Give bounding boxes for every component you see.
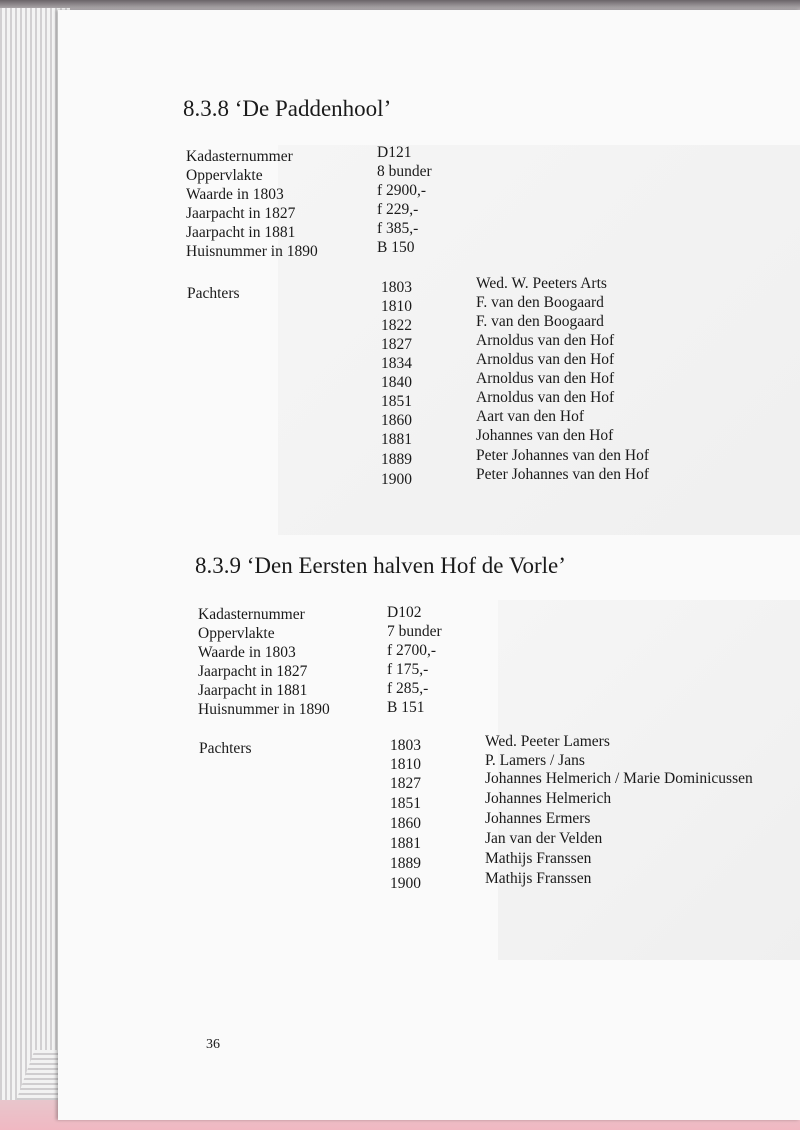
field-label: Jaarpacht in 1827: [198, 663, 308, 680]
tenant-name: P. Lamers / Jans: [485, 752, 585, 769]
section-heading-vorle: 8.3.9 ‘Den Eersten halven Hof de Vorle’: [195, 553, 566, 578]
field-value: D102: [387, 604, 422, 621]
field-label: Waarde in 1803: [198, 644, 296, 661]
field-value: 8 bunder: [377, 163, 432, 180]
tenant-year: 1827: [390, 775, 421, 792]
tenant-name: Wed. W. Peeters Arts: [476, 275, 607, 292]
tenant-year: 1803: [390, 737, 421, 754]
field-label: Jaarpacht in 1881: [198, 682, 308, 699]
tenant-year: 1860: [381, 412, 412, 429]
tenants-label: Pachters: [199, 740, 252, 757]
field-label: Jaarpacht in 1881: [186, 224, 296, 241]
tenant-year: 1840: [381, 374, 412, 391]
tenant-year: 1889: [381, 451, 412, 468]
tenant-year: 1810: [381, 298, 412, 315]
field-value: f 2700,-: [387, 642, 437, 659]
tenant-year: 1881: [381, 431, 412, 448]
field-label: Kadasternummer: [198, 606, 305, 623]
field-value: f 2900,-: [377, 182, 427, 199]
tenants-label: Pachters: [187, 285, 240, 302]
field-label: Jaarpacht in 1827: [186, 205, 296, 222]
field-value: f 385,-: [377, 220, 419, 237]
field-label: Waarde in 1803: [186, 186, 284, 203]
tenant-name: Johannes van den Hof: [476, 427, 614, 444]
field-value: 7 bunder: [387, 623, 442, 640]
tenant-name: Jan van der Velden: [485, 830, 603, 847]
field-value: f 285,-: [387, 680, 429, 697]
tenant-name: Johannes Ermers: [485, 810, 591, 827]
tenant-name: Aart van den Hof: [476, 408, 585, 425]
tenant-year: 1889: [390, 855, 421, 872]
field-label: Oppervlakte: [186, 167, 263, 184]
field-value: f 229,-: [377, 201, 419, 218]
tenant-year: 1851: [381, 393, 412, 410]
tenant-name: Peter Johannes van den Hof: [476, 466, 650, 483]
tenant-name: Johannes Helmerich / Marie Dominicussen: [485, 770, 753, 787]
section-heading-paddenhool: 8.3.8 ‘De Paddenhool’: [183, 96, 392, 121]
field-label: Oppervlakte: [198, 625, 275, 642]
field-value: D121: [377, 144, 412, 161]
tenant-name: Peter Johannes van den Hof: [476, 447, 650, 464]
tenant-name: Mathijs Franssen: [485, 850, 592, 867]
field-label: Huisnummer in 1890: [186, 243, 318, 260]
tenant-year: 1803: [381, 279, 412, 296]
tenant-year: 1860: [390, 815, 421, 832]
tenant-name: Johannes Helmerich: [485, 790, 612, 807]
field-value: f 175,-: [387, 661, 429, 678]
tenant-year: 1881: [390, 835, 421, 852]
tenant-name: Arnoldus van den Hof: [476, 370, 615, 387]
tenant-name: Mathijs Franssen: [485, 870, 592, 887]
tenant-name: F. van den Boogaard: [476, 313, 604, 330]
field-label: Kadasternummer: [186, 148, 293, 165]
field-value: B 150: [377, 239, 415, 256]
field-value: B 151: [387, 699, 425, 716]
tenant-year: 1834: [381, 355, 412, 372]
tenant-name: Wed. Peeter Lamers: [485, 733, 610, 750]
tenant-year: 1827: [381, 336, 412, 353]
page-number: 36: [206, 1037, 220, 1052]
tenant-year: 1851: [390, 795, 421, 812]
tenant-name: Arnoldus van den Hof: [476, 332, 615, 349]
tenant-name: Arnoldus van den Hof: [476, 351, 615, 368]
field-label: Huisnummer in 1890: [198, 701, 330, 718]
tenant-year: 1900: [390, 875, 421, 892]
tenant-name: Arnoldus van den Hof: [476, 389, 615, 406]
tenant-year: 1900: [381, 471, 412, 488]
tenant-year: 1810: [390, 756, 421, 773]
document-page: [58, 10, 800, 1120]
tenant-name: F. van den Boogaard: [476, 294, 604, 311]
tenant-year: 1822: [381, 317, 412, 334]
